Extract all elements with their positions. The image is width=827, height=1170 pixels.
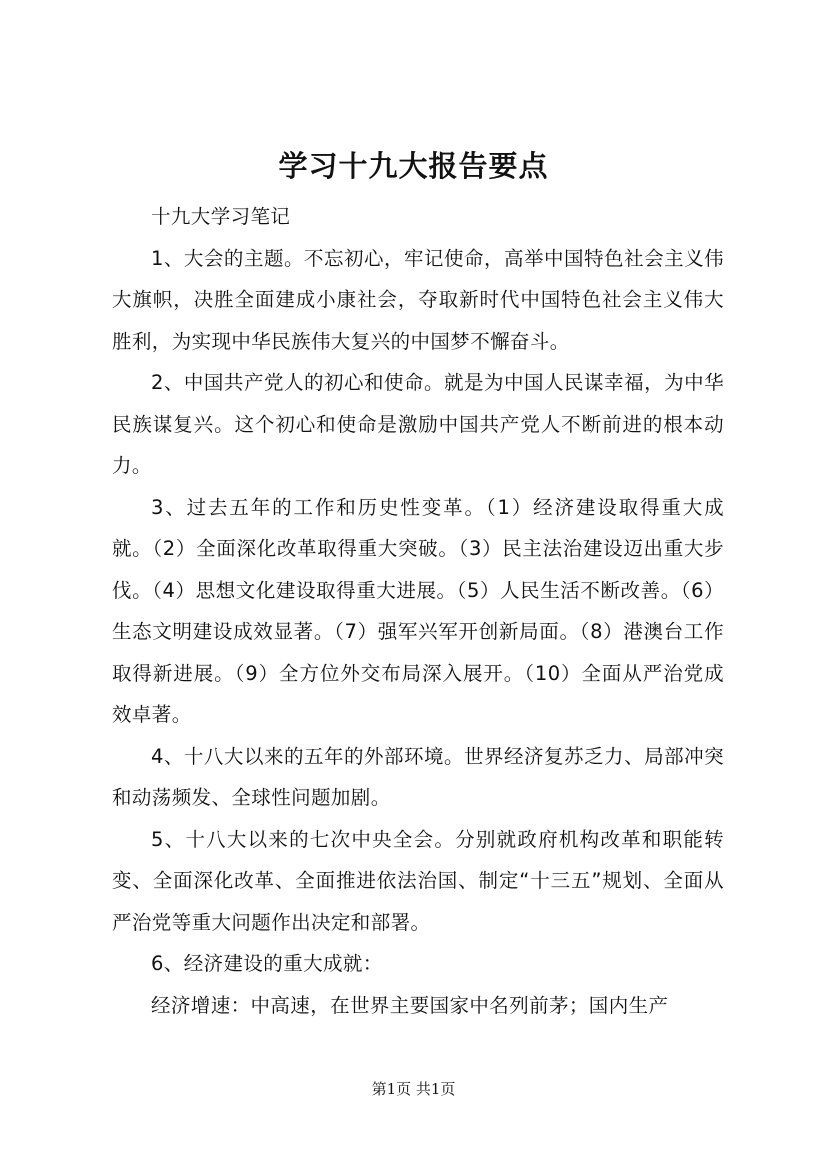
- page-title: 学习十九大报告要点: [278, 149, 549, 183]
- paragraph-6: 6、经济建设的重大成就：: [151, 952, 383, 975]
- document-body: [112, 196, 724, 1026]
- paragraph-5: 5、十八大以来的七次中央全会。分别就政府机构改革和职能转变、全面深化改革、全面推进依法治国、制定“十三五”规划、全面从严治党等重大问题作出决定和部署。: [112, 827, 724, 934]
- paragraph-7: 经济增速：中高速，在世界主要国家中名列前茅；国内生产: [151, 993, 669, 1017]
- paragraph-2: 2、中国共产党人的初心和使命。就是为中国人民谋幸福，为中华民族谋复兴。这个初心和使命是激励中国共产党人不断前进的根本动力。: [112, 371, 724, 477]
- paragraph-4: 4、十八大以来的五年的外部环境。世界经济复苏乏力、局部冲突和动荡频发、全球性问题加剧。: [112, 744, 724, 809]
- paragraph-3: 3、过去五年的工作和历史性变革。（1）经济建设取得重大成就。（2）全面深化改革取得重大突破。（3）民主法治建设迈出重大步伐。（4）思想文化建设取得重大进展。（5）人民生活不断改善。（6）生态文明建设成效显著。（7）强军兴军开创新局面。（8）港澳台工作取得新进展。（9）全方位外交布局深入展开。（10）全面从严治党成效卓著。: [112, 495, 724, 726]
- page-footer: 第1页 共1页: [371, 1080, 456, 1098]
- paragraph-1: 1、大会的主题。不忘初心，牢记使命，高举中国特色社会主义伟大旗帜，决胜全面建成小康社会，夺取新时代中国特色社会主义伟大胜利，为实现中华民族伟大复兴的中国梦不懈奋斗。: [112, 246, 724, 353]
- paragraph-subtitle: 十九大学习笔记: [151, 205, 291, 228]
